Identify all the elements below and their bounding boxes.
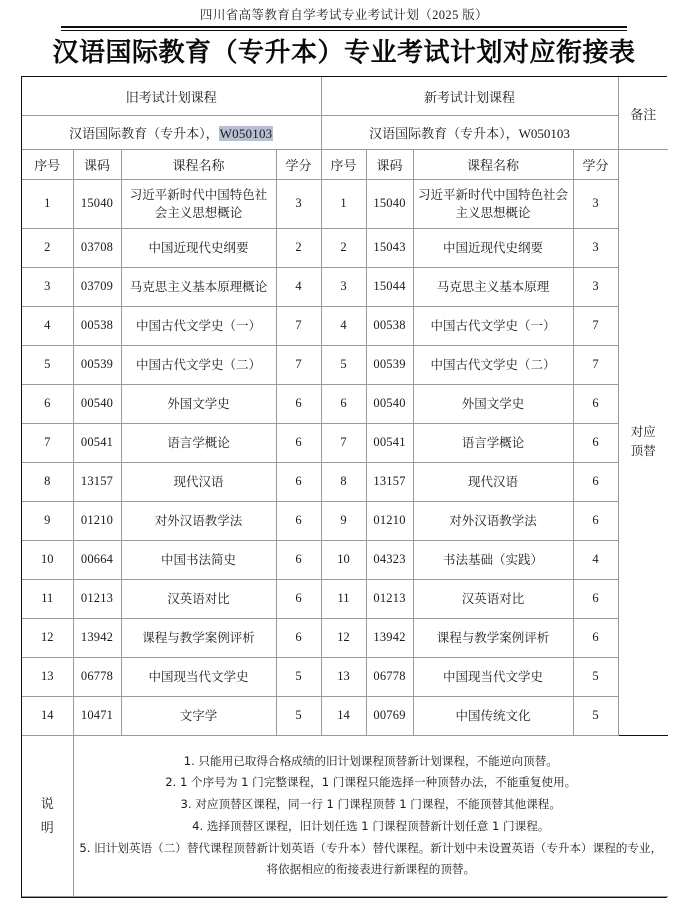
remark-line-1: 对应 [630, 425, 656, 440]
cell-old-code: 03708 [73, 228, 121, 267]
cell-new-no: 5 [321, 345, 366, 384]
cell-old-no: 13 [22, 657, 73, 696]
table-row [22, 228, 668, 267]
cell-new-credit: 5 [573, 696, 618, 735]
cell-old-credit: 2 [276, 228, 321, 267]
cell-old-code: 00541 [73, 423, 121, 462]
cell-old-name: 中国古代文学史（二） [121, 345, 276, 384]
cell-old-no: 5 [22, 345, 73, 384]
cell-new-no: 14 [321, 696, 366, 735]
cell-new-no: 8 [321, 462, 366, 501]
old-major-cell [22, 115, 321, 149]
cell-old-credit: 6 [276, 462, 321, 501]
cell-new-credit: 6 [573, 579, 618, 618]
cell-new-code: 00769 [366, 696, 413, 735]
cell-new-name: 汉英语对比 [413, 579, 573, 618]
page-title: 汉语国际教育（专升本）专业考试计划对应衔接表 [52, 37, 636, 67]
cell-new-name: 中国传统文化 [413, 696, 573, 735]
cell-new-credit: 6 [573, 462, 618, 501]
table-row [22, 462, 668, 501]
cell-old-name: 中国近现代史纲要 [121, 228, 276, 267]
col-header-new-credit: 学分 [573, 149, 618, 179]
major-row [22, 115, 668, 149]
cell-new-code: 15040 [366, 179, 413, 228]
cell-old-code: 00540 [73, 384, 121, 423]
cell-new-code: 00541 [366, 423, 413, 462]
cell-old-credit: 6 [276, 540, 321, 579]
cell-new-credit: 3 [573, 179, 618, 228]
cell-new-name: 中国现当代文学史 [413, 657, 573, 696]
cell-new-code: 01213 [366, 579, 413, 618]
cell-new-no: 6 [321, 384, 366, 423]
column-header-row [22, 149, 668, 179]
cell-new-credit: 3 [573, 267, 618, 306]
notes-body [73, 735, 668, 896]
cell-new-code: 13157 [366, 462, 413, 501]
cell-new-code: 04323 [366, 540, 413, 579]
col-header-old-name: 课程名称 [121, 149, 276, 179]
col-header-new-code: 课码 [366, 149, 413, 179]
cell-new-name: 对外汉语教学法 [413, 501, 573, 540]
cell-new-code: 01210 [366, 501, 413, 540]
cell-new-name: 课程与教学案例评析 [413, 618, 573, 657]
cell-new-credit: 6 [573, 384, 618, 423]
old-major-label: 汉语国际教育（专升本）， [69, 125, 219, 141]
cell-new-code: 15044 [366, 267, 413, 306]
cell-old-credit: 6 [276, 384, 321, 423]
cell-old-name: 课程与教学案例评析 [121, 618, 276, 657]
cell-old-code: 15040 [73, 179, 121, 228]
cell-old-credit: 6 [276, 618, 321, 657]
cell-old-credit: 5 [276, 657, 321, 696]
cell-new-credit: 3 [573, 228, 618, 267]
table-row [22, 579, 668, 618]
remark-line-2: 顶替 [630, 444, 656, 459]
cell-new-code: 00539 [366, 345, 413, 384]
cell-old-name: 对外汉语教学法 [121, 501, 276, 540]
cell-old-credit: 6 [276, 501, 321, 540]
table-row [22, 306, 668, 345]
group-header-row [22, 77, 668, 115]
cell-new-name: 语言学概论 [413, 423, 573, 462]
notes-row [22, 735, 668, 896]
cell-new-no: 11 [321, 579, 366, 618]
remark-value-cell [618, 149, 668, 735]
cell-new-code: 06778 [366, 657, 413, 696]
cell-new-name: 外国文学史 [413, 384, 573, 423]
notes-label-line-2: 明 [40, 819, 54, 835]
cell-old-credit: 7 [276, 306, 321, 345]
cell-old-no: 4 [22, 306, 73, 345]
col-header-old-no: 序号 [22, 149, 73, 179]
cell-new-no: 9 [321, 501, 366, 540]
cell-old-credit: 6 [276, 423, 321, 462]
cell-new-name: 中国古代文学史（二） [413, 345, 573, 384]
cell-old-code: 01210 [73, 501, 121, 540]
cell-new-name: 中国古代文学史（一） [413, 306, 573, 345]
cell-old-name: 外国文学史 [121, 384, 276, 423]
col-header-old-credit: 学分 [276, 149, 321, 179]
cell-old-name: 中国古代文学史（一） [121, 306, 276, 345]
cell-new-no: 7 [321, 423, 366, 462]
cell-old-name: 文字学 [121, 696, 276, 735]
cell-new-no: 4 [321, 306, 366, 345]
cell-old-name: 习近平新时代中国特色社会主义思想概论 [121, 179, 276, 228]
cell-new-credit: 4 [573, 540, 618, 579]
cell-new-no: 3 [321, 267, 366, 306]
cell-new-credit: 6 [573, 618, 618, 657]
cell-old-no: 8 [22, 462, 73, 501]
cell-new-code: 00540 [366, 384, 413, 423]
col-header-new-name: 课程名称 [413, 149, 573, 179]
cell-old-code: 13942 [73, 618, 121, 657]
cell-new-code: 15043 [366, 228, 413, 267]
cell-old-name: 汉英语对比 [121, 579, 276, 618]
old-major-code-highlighted: W050103 [219, 125, 273, 141]
course-mapping-table [22, 77, 668, 897]
cell-old-code: 06778 [73, 657, 121, 696]
table-row [22, 657, 668, 696]
cell-new-name: 习近平新时代中国特色社会主义思想概论 [413, 179, 573, 228]
cell-old-credit: 4 [276, 267, 321, 306]
old-plan-group-header: 旧考试计划课程 [22, 77, 321, 115]
cell-old-credit: 6 [276, 579, 321, 618]
running-header: 四川省高等教育自学考试专业考试计划（2025 版） [199, 8, 489, 22]
note-item: 1. 只能用已取得合格成绩的旧计划课程顶替新计划课程，不能逆向顶替。 [183, 753, 558, 768]
cell-old-code: 10471 [73, 696, 121, 735]
cell-new-credit: 6 [573, 423, 618, 462]
table-row [22, 267, 668, 306]
cell-old-code: 00539 [73, 345, 121, 384]
cell-old-no: 2 [22, 228, 73, 267]
cell-old-no: 7 [22, 423, 73, 462]
cell-old-name: 语言学概论 [121, 423, 276, 462]
note-item: 3. 对应顶替区课程，同一行 1 门课程顶替 1 门课程，不能顶替其他课程。 [180, 797, 561, 812]
note-item: 4. 选择顶替区课程，旧计划任选 1 门课程顶替新计划任意 1 门课程。 [192, 818, 550, 833]
remark-column-header: 备注 [618, 77, 668, 149]
new-major-cell: 汉语国际教育（专升本），W050103 [321, 115, 618, 149]
notes-label-line-1: 说 [40, 795, 54, 811]
cell-new-code: 13942 [366, 618, 413, 657]
cell-old-code: 00538 [73, 306, 121, 345]
table-row [22, 696, 668, 735]
cell-old-name: 马克思主义基本原理概论 [121, 267, 276, 306]
cell-new-name: 现代汉语 [413, 462, 573, 501]
cell-new-no: 1 [321, 179, 366, 228]
table-row [22, 540, 668, 579]
header-divider-rule [61, 26, 627, 31]
cell-new-no: 10 [321, 540, 366, 579]
cell-old-no: 1 [22, 179, 73, 228]
cell-old-credit: 3 [276, 179, 321, 228]
cell-new-name: 马克思主义基本原理 [413, 267, 573, 306]
table-row [22, 179, 668, 228]
cell-new-credit: 5 [573, 657, 618, 696]
cell-old-code: 13157 [73, 462, 121, 501]
cell-old-credit: 7 [276, 345, 321, 384]
cell-old-name: 中国书法简史 [121, 540, 276, 579]
cell-old-no: 12 [22, 618, 73, 657]
cell-old-no: 9 [22, 501, 73, 540]
cell-new-credit: 7 [573, 306, 618, 345]
col-header-new-no: 序号 [321, 149, 366, 179]
col-header-old-code: 课码 [73, 149, 121, 179]
cell-new-credit: 6 [573, 501, 618, 540]
cell-old-no: 3 [22, 267, 73, 306]
table-row [22, 423, 668, 462]
cell-old-no: 10 [22, 540, 73, 579]
cell-old-credit: 5 [276, 696, 321, 735]
notes-label [22, 735, 73, 896]
cell-old-no: 6 [22, 384, 73, 423]
table-row [22, 501, 668, 540]
new-plan-group-header: 新考试计划课程 [321, 77, 618, 115]
cell-new-name: 书法基础（实践） [413, 540, 573, 579]
note-item: 5. 旧计划英语（二）替代课程顶替新计划英语（专升本）替代课程。新计划中未设置英语（专升本）课程的专业，将依据相应的衔接表进行新课程的顶替。 [79, 840, 663, 877]
cell-old-code: 03709 [73, 267, 121, 306]
cell-old-no: 11 [22, 579, 73, 618]
note-item: 2. 1 个序号为 1 门完整课程，1 门课程只能选择一种顶替办法，不能重复使用。 [165, 775, 577, 790]
table-row [22, 618, 668, 657]
cell-new-credit: 7 [573, 345, 618, 384]
cell-old-name: 现代汉语 [121, 462, 276, 501]
cell-old-code: 01213 [73, 579, 121, 618]
table-row [22, 384, 668, 423]
cell-old-no: 14 [22, 696, 73, 735]
cell-old-name: 中国现当代文学史 [121, 657, 276, 696]
cell-new-code: 00538 [366, 306, 413, 345]
cell-new-no: 13 [321, 657, 366, 696]
course-mapping-table-frame [21, 76, 667, 898]
cell-new-no: 12 [321, 618, 366, 657]
table-row [22, 345, 668, 384]
cell-old-code: 00664 [73, 540, 121, 579]
cell-new-name: 中国近现代史纲要 [413, 228, 573, 267]
cell-new-no: 2 [321, 228, 366, 267]
